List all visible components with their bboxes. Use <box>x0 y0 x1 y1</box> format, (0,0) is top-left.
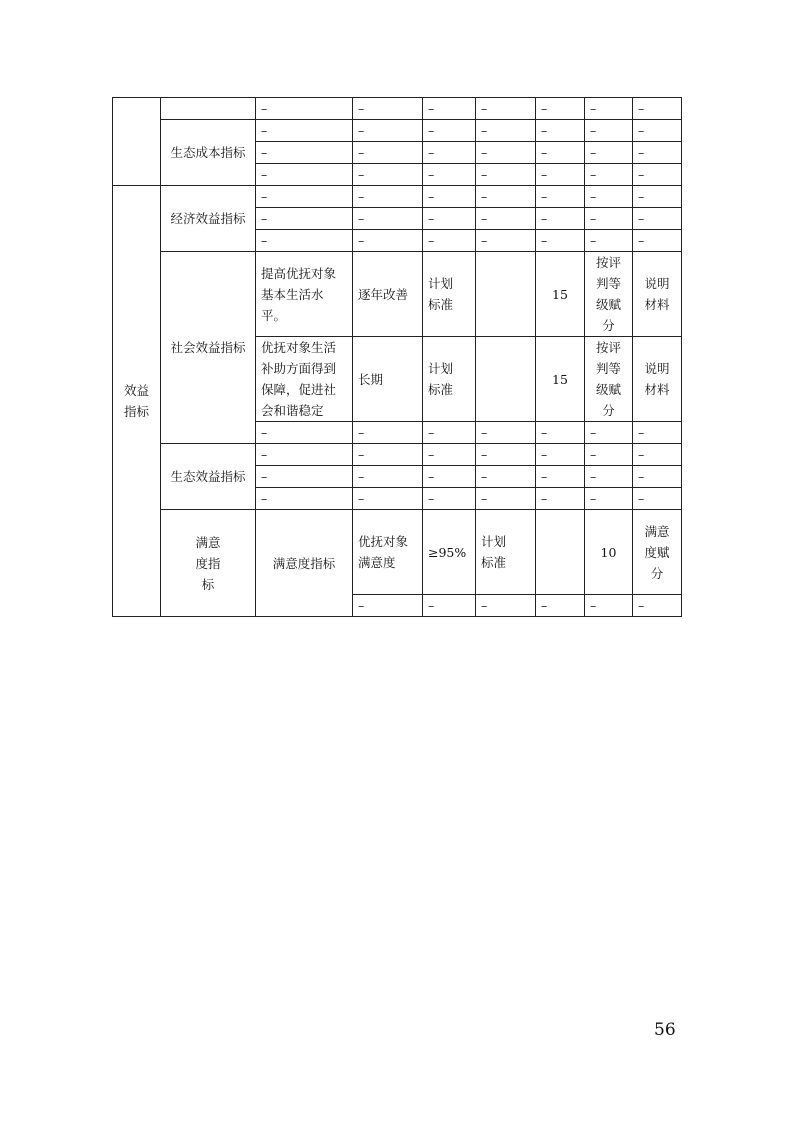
cell: – <box>353 164 423 186</box>
table-row <box>113 510 682 595</box>
page-number: 56 <box>654 1020 676 1040</box>
weight-cell: 15 <box>536 252 585 337</box>
indicator-cell: 优抚对象满意度 <box>353 510 423 595</box>
cell: – <box>256 230 353 252</box>
cell: – <box>423 186 476 208</box>
cell: – <box>536 98 585 120</box>
level2-cell: 经济效益指标 <box>161 186 256 252</box>
cell: – <box>353 142 423 164</box>
cell: – <box>256 444 353 466</box>
cell: – <box>353 444 423 466</box>
cell: – <box>353 488 423 510</box>
cell: – <box>423 595 476 617</box>
cell: – <box>256 164 353 186</box>
cell: – <box>536 230 585 252</box>
cell: – <box>633 186 682 208</box>
target-cell: 长期 <box>353 337 423 422</box>
cell: – <box>423 98 476 120</box>
table-row <box>113 444 682 466</box>
blank-cell <box>476 252 536 337</box>
cell: – <box>476 488 536 510</box>
table-row <box>113 98 682 120</box>
weight-cell: 15 <box>536 337 585 422</box>
cell: – <box>476 164 536 186</box>
cell: – <box>476 120 536 142</box>
level1-cell: 满意 度指 标 <box>161 510 256 617</box>
cell: – <box>633 230 682 252</box>
cell: – <box>476 595 536 617</box>
indicator-cell: 提高优抚对象基本生活水平。 <box>256 252 353 337</box>
cell: – <box>536 208 585 230</box>
cell: – <box>633 142 682 164</box>
level2-cell: 生态成本指标 <box>161 120 256 186</box>
cell: – <box>536 142 585 164</box>
method-cell: 满意 度赋 分 <box>633 510 682 595</box>
cell: – <box>256 186 353 208</box>
weight-cell: 10 <box>585 510 633 595</box>
cell: – <box>423 142 476 164</box>
cell: – <box>585 120 633 142</box>
level2-cell: 满意度指标 <box>256 510 353 617</box>
table-row <box>113 120 682 142</box>
level2-cell: 生态效益指标 <box>161 444 256 510</box>
blank-cell <box>536 510 585 595</box>
cell: – <box>423 164 476 186</box>
cell: – <box>536 466 585 488</box>
cell: – <box>585 444 633 466</box>
cell: – <box>476 98 536 120</box>
indicator-cell: 优抚对象生活补助方面得到保障，促进社会和谐稳定 <box>256 337 353 422</box>
cell: – <box>476 466 536 488</box>
cell: – <box>585 186 633 208</box>
target-cell: ≥95% <box>423 510 476 595</box>
cell: – <box>585 230 633 252</box>
cell: – <box>353 120 423 142</box>
cell: – <box>353 208 423 230</box>
cell: – <box>585 98 633 120</box>
cell: – <box>423 422 476 444</box>
cell: – <box>536 164 585 186</box>
cell: – <box>423 230 476 252</box>
cell: – <box>585 488 633 510</box>
cell: – <box>256 422 353 444</box>
cell: – <box>536 488 585 510</box>
cell: – <box>633 466 682 488</box>
cell: – <box>476 142 536 164</box>
cell: – <box>256 488 353 510</box>
standard-cell: 计划 标准 <box>423 252 476 337</box>
cell: – <box>353 186 423 208</box>
cell: – <box>476 186 536 208</box>
cell: – <box>633 422 682 444</box>
cell: – <box>423 466 476 488</box>
source-cell: 说明 材料 <box>633 252 682 337</box>
method-cell: 按评 判等 级赋 分 <box>585 252 633 337</box>
cell: – <box>353 98 423 120</box>
cell: – <box>536 422 585 444</box>
cell: – <box>423 488 476 510</box>
table-row <box>113 252 682 337</box>
level2-cell: 社会效益指标 <box>161 252 256 444</box>
cell: – <box>476 230 536 252</box>
cell: – <box>633 595 682 617</box>
cell: – <box>353 466 423 488</box>
level1-cell: 效益 指标 <box>113 186 161 617</box>
cell: – <box>256 120 353 142</box>
cell: – <box>476 422 536 444</box>
cell: – <box>476 444 536 466</box>
cell: – <box>353 422 423 444</box>
standard-cell: 计划 标准 <box>423 337 476 422</box>
blank-cell <box>476 337 536 422</box>
cell: – <box>633 120 682 142</box>
source-cell: 说明 材料 <box>633 337 682 422</box>
cell: – <box>476 208 536 230</box>
method-cell: 按评 判等 级赋 分 <box>585 337 633 422</box>
cell: – <box>536 444 585 466</box>
cell: – <box>633 164 682 186</box>
cell: – <box>585 422 633 444</box>
cell: – <box>256 98 353 120</box>
cell: – <box>353 595 423 617</box>
cell: – <box>633 444 682 466</box>
cell: – <box>585 466 633 488</box>
cell: – <box>256 208 353 230</box>
cell: – <box>423 444 476 466</box>
level1-cell-continued <box>113 98 161 186</box>
cell: – <box>536 595 585 617</box>
cell: – <box>536 120 585 142</box>
table-row <box>113 186 682 208</box>
cell: – <box>256 142 353 164</box>
indicator-table <box>112 97 682 617</box>
level2-cell-blank <box>161 98 256 120</box>
cell: – <box>353 230 423 252</box>
cell: – <box>256 466 353 488</box>
cell: – <box>585 208 633 230</box>
cell: – <box>423 120 476 142</box>
cell: – <box>633 488 682 510</box>
cell: – <box>585 595 633 617</box>
cell: – <box>585 142 633 164</box>
cell: – <box>633 98 682 120</box>
cell: – <box>633 208 682 230</box>
target-cell: 逐年改善 <box>353 252 423 337</box>
standard-cell: 计划 标准 <box>476 510 536 595</box>
cell: – <box>536 186 585 208</box>
cell: – <box>585 164 633 186</box>
cell: – <box>423 208 476 230</box>
